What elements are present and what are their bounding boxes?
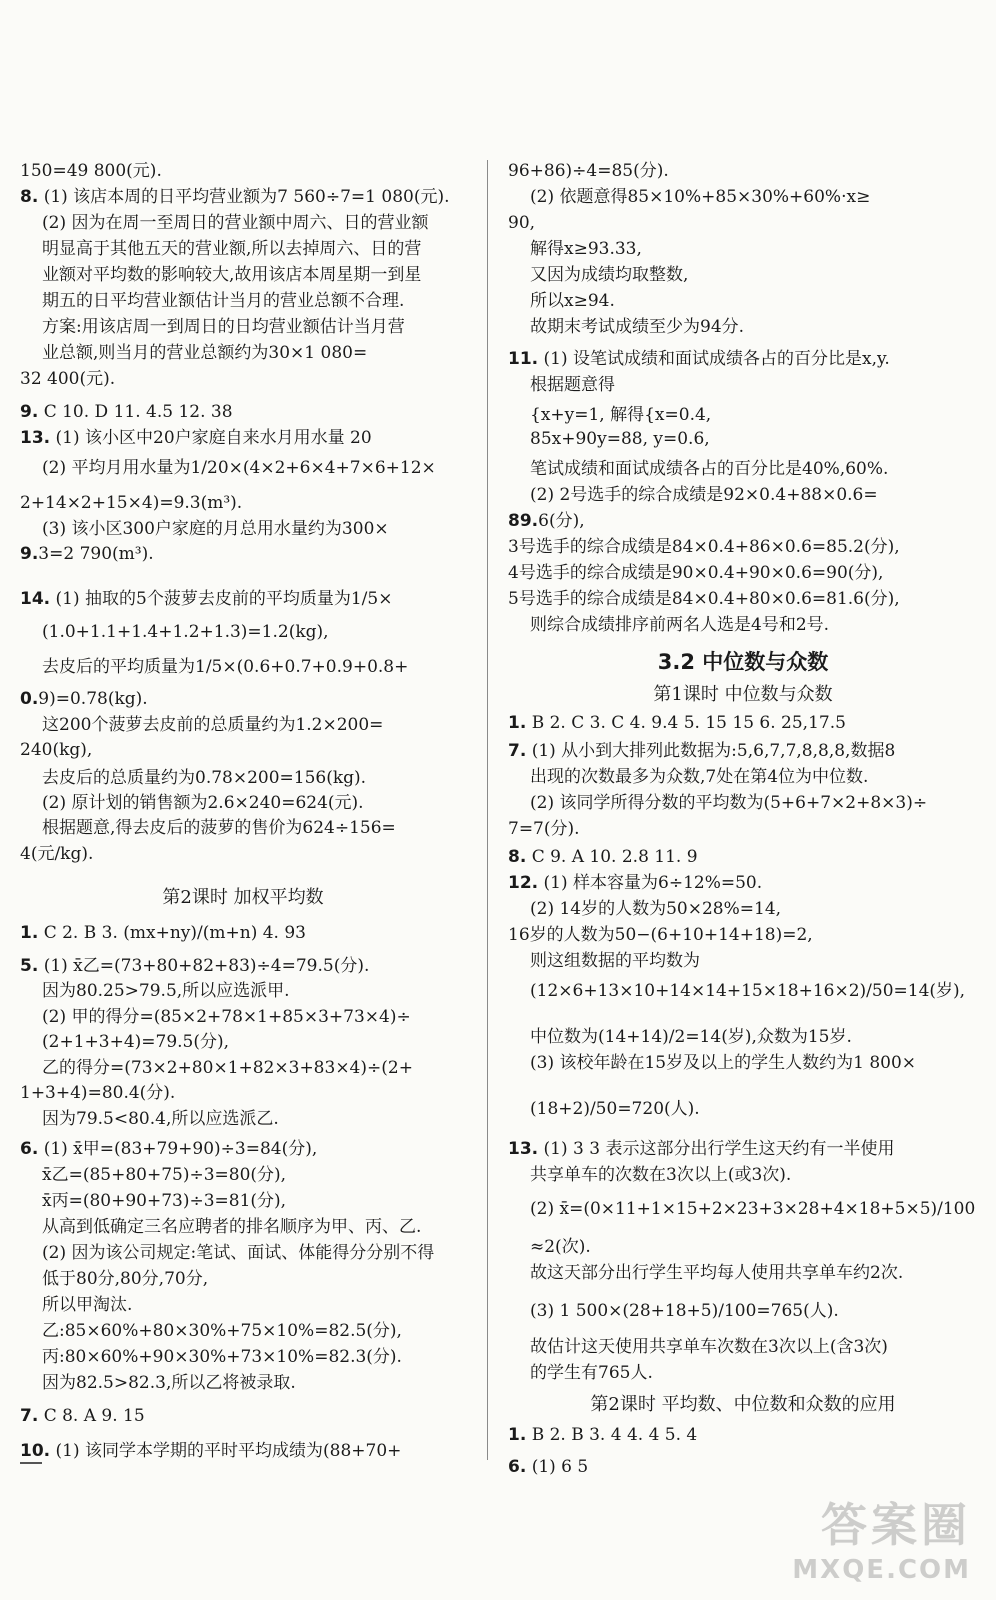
text-line: 故期末考试成绩至少为94分. [530, 317, 745, 337]
text-line: 方案:用该店周一到周日的日均营业额估计当月营 [42, 317, 405, 337]
text-line: (2) 因为在周一至周日的营业额中周六、日的营业额 [42, 213, 429, 233]
text-line: 期五的日平均营业额估计当月的营业总额不合理. [42, 291, 405, 311]
text-line: 10. (1) 该同学本学期的平时平均成绩为(88+70+ [20, 1441, 402, 1461]
problem-number: 7. [508, 741, 527, 761]
text-line: 去皮后的总质量约为0.78×200=156(kg). [42, 768, 367, 788]
text-line: 16岁的人数为50−(6+10+14+18)=2, [508, 925, 813, 945]
text-line: 因为79.5<80.4,所以应选派乙. [42, 1109, 279, 1129]
section-heading: 第1课时 中位数与众数 [653, 684, 833, 705]
text-line: 6. (1) x̄甲=(83+79+90)÷3=84(分), [20, 1139, 318, 1159]
text-line: 因为80.25>79.5,所以应选派甲. [42, 981, 290, 1001]
text-line: 明显高于其他五天的营业额,所以去掉周六、日的营 [42, 239, 422, 259]
text-line: x̄丙=(80+90+73)÷3=81(分), [42, 1191, 287, 1211]
problem-number: 1. [508, 1425, 527, 1445]
text-line: (2) 甲的得分=(85×2+78×1+85×3+73×4)÷ [42, 1007, 411, 1027]
text-line: (1.0+1.1+1.4+1.2+1.3)=1.2(kg), [42, 622, 329, 642]
problem-number: 1. [508, 713, 527, 733]
problem-number: 10. [20, 1441, 51, 1461]
text-line: 因为82.5>82.3,所以乙将被录取. [42, 1373, 296, 1393]
problem-number: 13. [508, 1139, 539, 1159]
text-line: 90, [508, 213, 536, 233]
text-line: {x+y=1, 解得{x=0.4, [530, 405, 712, 425]
text-line: 根据题意得 [530, 375, 615, 395]
text-line: 8. (1) 该店本周的日平均营业额为7 560÷7=1 080(元). [20, 187, 450, 207]
text-line: 解得x≥93.33, [530, 239, 642, 259]
text-line: 笔试成绩和面试成绩各占的百分比是40%,60%. [530, 459, 889, 479]
text-line: (2) 2号选手的综合成绩是92×0.4+88×0.6= [530, 485, 878, 505]
text-line: (2) 14岁的人数为50×28%=14, [530, 899, 782, 919]
text-line: (2) 原计划的销售额为2.6×240=624(元). [42, 793, 364, 813]
text-line: 7. C 8. A 9. 15 [20, 1406, 145, 1426]
text-line: 又因为成绩均取整数, [530, 265, 689, 285]
text-line: 4号选手的综合成绩是90×0.4+90×0.6=90(分), [508, 563, 884, 583]
text-line: 96+86)÷4=85(分). [508, 161, 669, 181]
text-line: (2+1+3+4)=79.5(分), [42, 1032, 230, 1052]
text-line: (2) x̄=(0×11+1×15+2×23+3×28+4×18+5×5)/100 [530, 1199, 976, 1219]
text-line: 去皮后的平均质量为1/5×(0.6+0.7+0.9+0.8+ [42, 657, 409, 677]
text-line: 240(kg), [20, 740, 93, 760]
text-line: 的学生有765人. [530, 1363, 653, 1383]
section-heading: 3.2 中位数与众数 [657, 650, 829, 674]
problem-number: 9. [20, 402, 39, 422]
text-line: 6. (1) 6 5 [508, 1457, 589, 1477]
problem-number: 5. [20, 956, 39, 976]
text-line: 1+3+4)=80.4(分). [20, 1083, 176, 1103]
text-line: 8. C 9. A 10. 2.8 11. 9 [508, 847, 698, 867]
text-line: 9.3=2 790(m³). [20, 544, 154, 564]
problem-number: 8. [508, 847, 527, 867]
text-line: 则综合成绩排序前两名人选是4号和2号. [530, 615, 830, 635]
text-line: 89.6(分), [508, 511, 585, 531]
text-line: 5. (1) x̄乙=(73+80+82+83)÷4=79.5(分). [20, 956, 370, 976]
text-line: 从高到低确定三名应聘者的排名顺序为甲、丙、乙. [42, 1217, 422, 1237]
text-line: 则这组数据的平均数为 [530, 951, 700, 971]
watermark-logo [792, 1489, 971, 1585]
text-line: 出现的次数最多为众数,7处在第4位为中位数. [530, 767, 869, 787]
problem-number: 7. [20, 1406, 39, 1426]
text-line: 共享单车的次数在3次以上(或3次). [530, 1165, 792, 1185]
problem-number: 8. [20, 187, 39, 207]
problem-number: 6. [508, 1457, 527, 1477]
text-line: 业总额,则当月的营业总额约为30×1 080= [42, 343, 368, 363]
text-line: 13. (1) 3 3 表示这部分出行学生这天约有一半使用 [508, 1139, 895, 1159]
text-line: (3) 1 500×(28+18+5)/100=765(人). [530, 1301, 839, 1321]
text-line: 0.9)=0.78(kg). [20, 689, 148, 709]
text-line: (2) 因为该公司规定:笔试、面试、体能得分分别不得 [42, 1243, 435, 1263]
text-line: (3) 该校年龄在15岁及以上的学生人数约为1 800× [530, 1053, 917, 1073]
text-line: 丙:80×60%+90×30%+73×10%=82.3(分). [42, 1347, 402, 1367]
watermark-title: 答案圈 [821, 1498, 971, 1552]
text-line: 32 400(元). [20, 369, 116, 389]
text-line: 所以x≥94. [530, 291, 615, 311]
text-line: 故这天部分出行学生平均每人使用共享单车约2次. [530, 1263, 904, 1283]
text-line: 低于80分,80分,70分, [42, 1269, 209, 1289]
text-line: 9. C 10. D 11. 4.5 12. 38 [20, 402, 233, 422]
text-line: 7. (1) 从小到大排列此数据为:5,6,7,7,8,8,8,数据8 [508, 741, 896, 761]
section-heading: 第2课时 平均数、中位数和众数的应用 [590, 1394, 896, 1415]
text-line: 故估计这天使用共享单车次数在3次以上(含3次) [530, 1337, 888, 1357]
text-line: 5号选手的综合成绩是84×0.4+80×0.6=81.6(分), [508, 589, 900, 609]
text-line: 1. B 2. C 3. C 4. 9.4 5. 15 15 6. 25,17.5 [508, 713, 846, 733]
problem-number: 12. [508, 873, 539, 893]
text-line: (2) 该同学所得分数的平均数为(5+6+7×2+8×3)÷ [530, 793, 928, 813]
problem-number: 14. [20, 589, 51, 609]
problem-number: 6. [20, 1139, 39, 1159]
problem-number: 1. [20, 923, 39, 943]
text-line: 4(元/kg). [20, 844, 94, 864]
text-line: 2+14×2+15×4)=9.3(m³). [20, 493, 243, 513]
text-line: (2) 依题意得85×10%+85×30%+60%·x≥ [530, 187, 871, 207]
text-line: (12×6+13×10+14×14+15×18+16×2)/50=14(岁), [530, 981, 966, 1001]
text-line: ≈2(次). [530, 1237, 591, 1257]
text-line: 中位数为(14+14)/2=14(岁),众数为15岁. [530, 1027, 852, 1047]
bottom-rule [20, 1462, 42, 1464]
text-line: (2) 平均月用水量为1/20×(4×2+6×4+7×6+12× [42, 458, 436, 478]
text-line: 乙:85×60%+80×30%+75×10%=82.5(分), [42, 1321, 402, 1341]
text-line: 14. (1) 抽取的5个菠萝去皮前的平均质量为1/5× [20, 589, 393, 609]
problem-number: 89. [508, 511, 539, 531]
text-line: 乙的得分=(73×2+80×1+82×3+83×4)÷(2+ [42, 1058, 413, 1078]
text-line: 1. B 2. B 3. 4 4. 4 5. 4 [508, 1425, 698, 1445]
column-divider [487, 160, 488, 1460]
text-line: 根据题意,得去皮后的菠萝的售价为624÷156= [42, 818, 396, 838]
text-line: (3) 该小区300户家庭的月总用水量约为300× [42, 519, 389, 539]
problem-number: 13. [20, 428, 51, 448]
watermark-url: MXQE.COM [792, 1555, 971, 1585]
text-line: 12. (1) 样本容量为6÷12%=50. [508, 873, 763, 893]
text-line: 11. (1) 设笔试成绩和面试成绩各占的百分比是x,y. [508, 349, 890, 369]
text-line: 业额对平均数的影响较大,故用该店本周星期一到星 [42, 265, 422, 285]
problem-number: 0. [20, 689, 39, 709]
text-line: x̄乙=(85+80+75)÷3=80(分), [42, 1165, 287, 1185]
text-line: 3号选手的综合成绩是84×0.4+86×0.6=85.2(分), [508, 537, 900, 557]
text-line: 85x+90y=88, y=0.6, [530, 429, 710, 449]
text-line: 7=7(分). [508, 819, 580, 839]
text-line: (18+2)/50=720(人). [530, 1099, 700, 1119]
text-line: 这200个菠萝去皮前的总质量约为1.2×200= [42, 715, 384, 735]
text-line: 150=49 800(元). [20, 161, 162, 181]
problem-number: 11. [508, 349, 539, 369]
problem-number: 9. [20, 544, 39, 564]
text-line: 13. (1) 该小区中20户家庭自来水月用水量 20 [20, 428, 372, 448]
text-line: 1. C 2. B 3. (mx+ny)/(m+n) 4. 93 [20, 923, 306, 943]
text-line: 所以甲淘汰. [42, 1295, 133, 1315]
section-heading: 第2课时 加权平均数 [162, 887, 324, 908]
